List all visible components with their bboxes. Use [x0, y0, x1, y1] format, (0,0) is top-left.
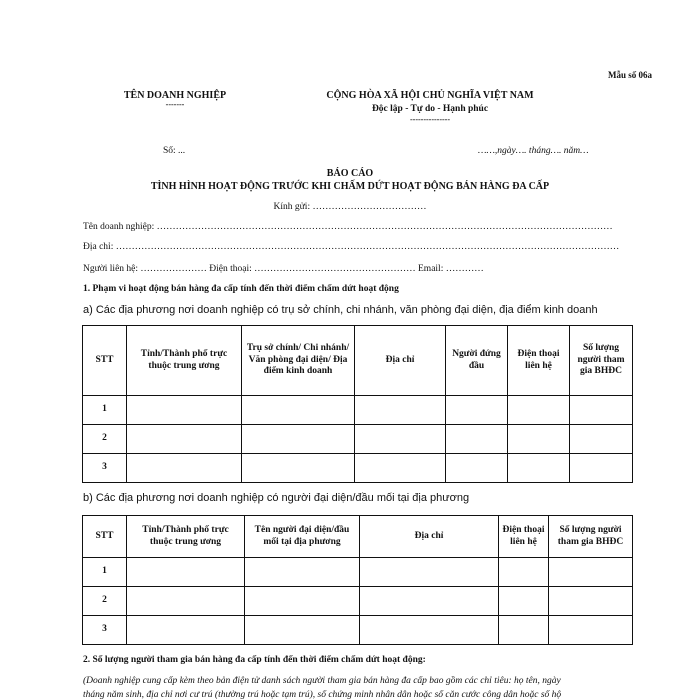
row-number: 1 [83, 558, 127, 587]
table-b-header: Số lượng người tham gia BHĐC [549, 516, 633, 558]
table-a-header: Người đứng đầu [446, 326, 508, 396]
section2-note-line2: tháng năm sinh, địa chỉ nơi cư trú (thường trú hoặc tạm trú), số chứng minh nhân dân hoặc số căn cước công dân hoặc số hộ [83, 690, 562, 700]
row-number: 2 [83, 425, 127, 454]
table-cell[interactable] [355, 425, 446, 454]
section2-note-line1: (Doanh nghiệp cung cấp kèm theo bản điện tử danh sách người tham gia bán hàng đa cấp bao gồm các chỉ tiêu: họ tên, ngày [83, 676, 561, 686]
table-cell[interactable] [360, 587, 499, 616]
table-cell[interactable] [570, 425, 633, 454]
row-number: 1 [83, 396, 127, 425]
form-code: Mẫu số 06a [607, 70, 652, 80]
section2-heading: 2. Số lượng người tham gia bán hàng đa cấp tính đến thời điểm chấm dứt hoạt động: [83, 655, 426, 665]
table-a [82, 325, 633, 483]
table-cell[interactable] [549, 616, 633, 645]
company-name-header: TÊN DOANH NGHIỆP [123, 90, 227, 101]
table-cell[interactable] [570, 396, 633, 425]
table-cell[interactable] [355, 396, 446, 425]
table-cell[interactable] [242, 454, 355, 483]
date-line: ……,ngày…. tháng…. năm… [478, 146, 589, 156]
table-b-header: Tỉnh/Thành phố trực thuộc trung ương [127, 516, 245, 558]
table-a-header: Số lượng người tham gia BHĐC [570, 326, 633, 396]
table-row [83, 454, 633, 483]
table-cell[interactable] [127, 396, 242, 425]
table-cell[interactable] [127, 558, 245, 587]
table-cell[interactable] [127, 425, 242, 454]
table-b-header: Địa chỉ [360, 516, 499, 558]
table-cell[interactable] [446, 396, 508, 425]
table-row [83, 616, 633, 645]
table-cell[interactable] [127, 587, 245, 616]
contact-field: Người liên hệ: ………………… Điện thoại: …………………………………………… Email: ………… [83, 264, 484, 274]
table-b [82, 515, 633, 645]
row-number: 2 [83, 587, 127, 616]
motto: Độc lập - Tự do - Hạnh phúc [371, 104, 489, 114]
table-cell[interactable] [446, 454, 508, 483]
section1-heading: 1. Phạm vi hoạt động bán hàng đa cấp tính đến thời điểm chấm dứt hoạt động [83, 284, 399, 294]
table-cell[interactable] [570, 454, 633, 483]
table-cell[interactable] [355, 454, 446, 483]
table-cell[interactable] [360, 616, 499, 645]
table-b-header: Điện thoại liên hệ [499, 516, 549, 558]
table-row [83, 587, 633, 616]
row-number: 3 [83, 616, 127, 645]
table-cell[interactable] [127, 616, 245, 645]
table-a-header: Tỉnh/Thành phố trực thuộc trung ương [127, 326, 242, 396]
table-a-header-row [83, 326, 633, 396]
row-number: 3 [83, 454, 127, 483]
table-cell[interactable] [360, 558, 499, 587]
table-cell[interactable] [446, 425, 508, 454]
table-a-header: STT [83, 326, 127, 396]
section1b-label: b) Các địa phương nơi doanh nghiệp có người đại diện/đầu mối tại địa phương [83, 492, 470, 504]
report-title: BÁO CÁO [326, 168, 374, 179]
table-a-header: Điện thoại liên hệ [508, 326, 570, 396]
table-a-header: Địa chỉ [355, 326, 446, 396]
table-cell[interactable] [245, 616, 360, 645]
table-b-header: STT [83, 516, 127, 558]
company-underline: ------- [165, 100, 185, 109]
report-subtitle: TÌNH HÌNH HOẠT ĐỘNG TRƯỚC KHI CHẤM DỨT HOẠT ĐỘNG BÁN HÀNG ĐA CẤP [150, 181, 550, 192]
table-row [83, 425, 633, 454]
table-cell[interactable] [508, 454, 570, 483]
company-name-field: Tên doanh nghiệp: ……………………………………………………………………………………………………………………………… [83, 222, 613, 232]
table-cell[interactable] [242, 425, 355, 454]
table-cell[interactable] [242, 396, 355, 425]
table-row [83, 558, 633, 587]
table-cell[interactable] [549, 587, 633, 616]
table-cell[interactable] [245, 558, 360, 587]
table-cell[interactable] [549, 558, 633, 587]
table-cell[interactable] [508, 425, 570, 454]
section1a-label: a) Các địa phương nơi doanh nghiệp có trụ sở chính, chi nhánh, văn phòng đại diện, địa điểm kinh doanh [83, 304, 598, 316]
nation-title: CỘNG HÒA XÃ HỘI CHỦ NGHĨA VIỆT NAM [326, 90, 534, 101]
address-field: Địa chỉ: …………………………………………………………………………………………………………………………………………… [83, 242, 620, 252]
table-cell[interactable] [499, 587, 549, 616]
table-a-header: Trụ sở chính/ Chi nhánh/ Văn phòng đại diện/ Địa điểm kinh doanh [242, 326, 355, 396]
table-b-header-row [83, 516, 633, 558]
table-cell[interactable] [499, 616, 549, 645]
motto-underline: --------------- [410, 115, 450, 124]
table-cell[interactable] [508, 396, 570, 425]
document-number: Số: ... [163, 146, 186, 156]
recipient-line: Kính gửi: ……………………………… [273, 202, 427, 212]
table-cell[interactable] [245, 587, 360, 616]
table-cell[interactable] [499, 558, 549, 587]
table-row [83, 396, 633, 425]
table-b-header: Tên người đại diện/đầu mối tại địa phương [245, 516, 360, 558]
table-cell[interactable] [127, 454, 242, 483]
